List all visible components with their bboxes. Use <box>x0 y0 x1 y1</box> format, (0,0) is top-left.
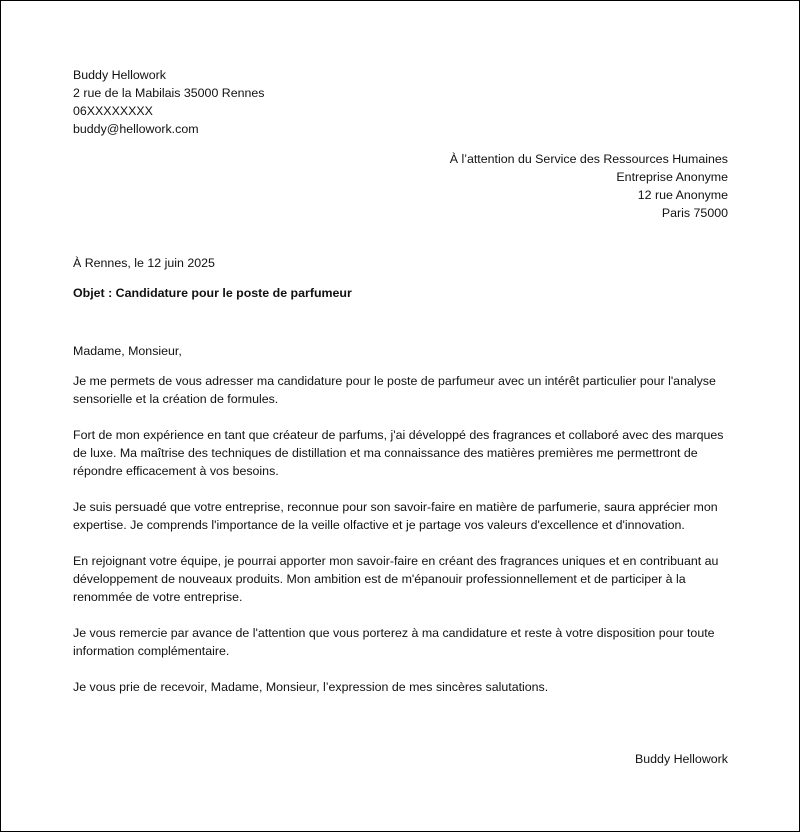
body-paragraph: Fort de mon expérience en tant que créateur de parfums, j'ai développé des fragrances et collaboré avec des marques de luxe. Ma maîtrise des techniques de distillation et ma connaissance des matières premières me permettront de répondre efficacement à vos besoins. <box>73 428 724 478</box>
closing-paragraph: Je vous prie de recevoir, Madame, Monsieur, l’expression de mes sincères salutations. <box>73 680 549 694</box>
subject-line: Objet : Candidature pour le poste de parfumeur <box>73 286 352 300</box>
body-paragraph: En rejoignant votre équipe, je pourrai apporter mon savoir-faire en créant des fragrances uniques et en contribuant au développement de nouveaux produits. Mon ambition est de m'épanouir professionnellement et de participer à la renommée de votre entreprise. <box>73 554 719 604</box>
sender-name: Buddy Hellowork <box>73 68 166 82</box>
sender-block <box>73 66 728 138</box>
recipient-city: Paris 75000 <box>661 206 728 220</box>
date-line: À Rennes, le 12 juin 2025 <box>73 256 215 270</box>
body-paragraph: Je me permets de vous adresser ma candidature pour le poste de parfumeur avec un intérêt particulier pour l'analyse sensorielle et la création de formules. <box>73 374 716 406</box>
signature: Buddy Hellowork <box>635 752 728 766</box>
recipient-company: Entreprise Anonyme <box>616 170 728 184</box>
body-paragraph: Je vous remercie par avance de l'attention que vous porterez à ma candidature et reste à votre disposition pour toute information complémentaire. <box>73 626 715 658</box>
sender-address: 2 rue de la Mabilais 35000 Rennes <box>73 86 265 100</box>
recipient-attention: À l’attention du Service des Ressources Humaines <box>449 152 728 166</box>
letter-body <box>73 372 728 696</box>
recipient-block <box>73 150 728 222</box>
sender-phone: 06XXXXXXXX <box>73 104 153 118</box>
sender-email: buddy@hellowork.com <box>73 122 199 136</box>
body-paragraph: Je suis persuadé que votre entreprise, reconnue pour son savoir-faire en matière de parfumerie, saura apprécier mon expertise. Je comprends l'importance de la veille olfactive et je partage vos valeurs d'excellence et d'innovation. <box>73 500 718 532</box>
salutation: Madame, Monsieur, <box>73 344 182 358</box>
recipient-street: 12 rue Anonyme <box>637 188 728 202</box>
